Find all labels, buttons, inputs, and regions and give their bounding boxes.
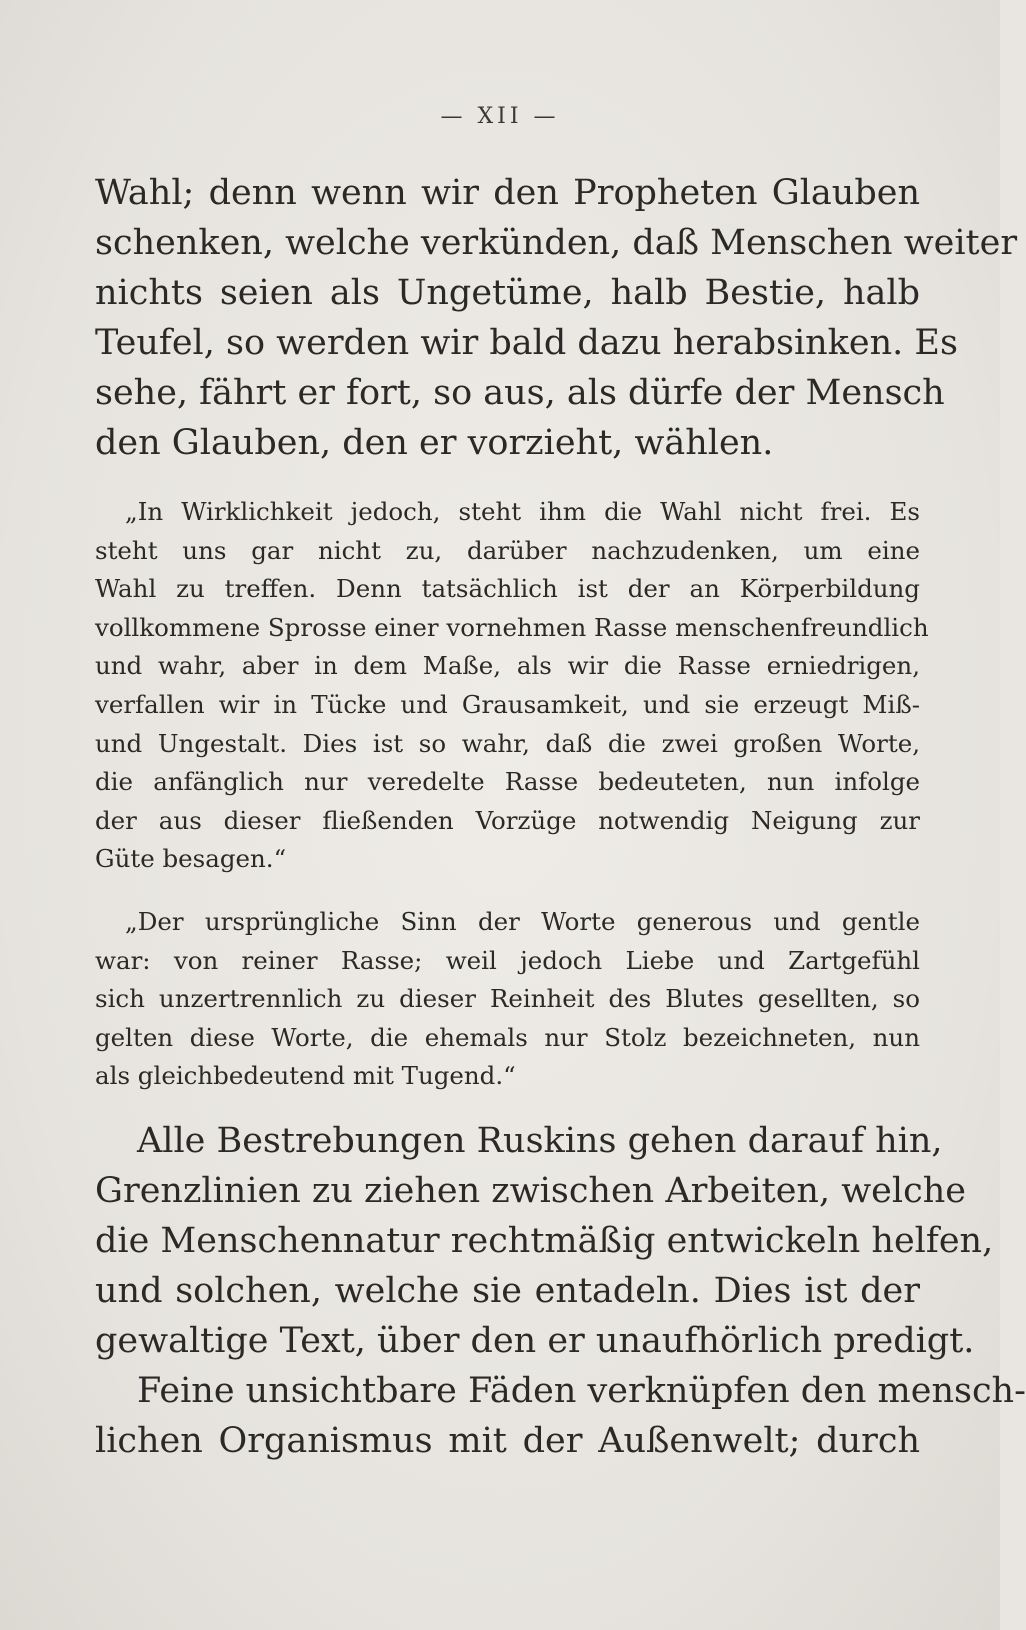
text-line: „Der ursprüngliche Sinn der Worte generous und gentle bbox=[125, 907, 920, 936]
text-line: Wahl zu treffen. Denn tatsächlich ist der an Körperbildung bbox=[95, 574, 920, 604]
text-line: und solchen, welche sie entadeln. Dies ist der bbox=[95, 1271, 920, 1311]
quotation-paragraph-2 bbox=[95, 903, 920, 1096]
text-line: und wahr, aber in dem Maße, als wir die Rasse erniedrigen, bbox=[95, 651, 920, 681]
text-line: Teufel, so werden wir bald dazu herabsinken. Es bbox=[95, 323, 958, 363]
body-paragraph-2 bbox=[95, 1116, 1026, 1466]
text-line: die anfänglich nur veredelte Rasse bedeuteten, nun infolge bbox=[95, 767, 920, 797]
text-line: verfallen wir in Tücke und Grausamkeit, und sie erzeugt Miß- bbox=[95, 689, 920, 719]
body-paragraph-1 bbox=[95, 168, 1018, 468]
text-line: Güte besagen.“ bbox=[95, 844, 287, 874]
text-line: die Menschennatur rechtmäßig entwickeln helfen, bbox=[95, 1221, 994, 1261]
page-number: — XII — bbox=[440, 104, 560, 129]
text-line: vollkommene Sprosse einer vornehmen Rasse menschenfreundlich bbox=[95, 612, 929, 642]
text-line: Feine unsichtbare Fäden verknüpfen den mensch- bbox=[137, 1371, 1026, 1411]
text-line: „In Wirklichkeit jedoch, steht ihm die Wahl nicht frei. Es bbox=[125, 497, 920, 526]
text-line: der aus dieser fließenden Vorzüge notwendig Neigung zur bbox=[95, 805, 920, 835]
text-line: gewaltige Text, über den er unaufhörlich predigt. bbox=[95, 1321, 975, 1361]
quotation-paragraph-1 bbox=[95, 493, 929, 879]
text-line: lichen Organismus mit der Außenwelt; durch bbox=[95, 1421, 920, 1461]
text-line: steht uns gar nicht zu, darüber nachzudenken, um eine bbox=[95, 535, 920, 565]
text-line: den Glauben, den er vorzieht, wählen. bbox=[95, 423, 774, 463]
text-line: schenken, welche verkünden, daß Menschen weiter bbox=[95, 223, 1018, 263]
text-line: nichts seien als Ungetüme, halb Bestie, halb bbox=[95, 273, 920, 313]
text-line: und Ungestalt. Dies ist so wahr, daß die zwei großen Worte, bbox=[95, 728, 920, 758]
text-line: war: von reiner Rasse; weil jedoch Liebe und Zartgefühl bbox=[95, 945, 920, 975]
text-line: Wahl; denn wenn wir den Propheten Glauben bbox=[95, 173, 920, 213]
text-line: Grenzlinien zu ziehen zwischen Arbeiten, welche bbox=[95, 1171, 966, 1211]
text-line: Alle Bestrebungen Ruskins gehen darauf hin, bbox=[137, 1121, 943, 1161]
text-line: sich unzertrennlich zu dieser Reinheit des Blutes gesellten, so bbox=[95, 984, 920, 1014]
text-line: als gleichbedeutend mit Tugend.“ bbox=[95, 1061, 516, 1091]
text-line: sehe, fährt er fort, so aus, als dürfe der Mensch bbox=[95, 373, 945, 413]
text-line: gelten diese Worte, die ehemals nur Stolz bezeichneten, nun bbox=[95, 1022, 920, 1052]
